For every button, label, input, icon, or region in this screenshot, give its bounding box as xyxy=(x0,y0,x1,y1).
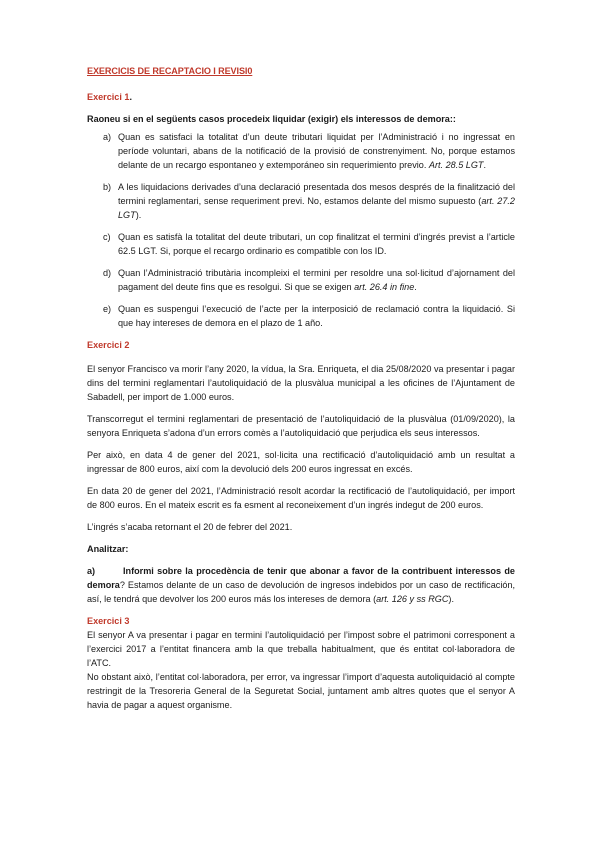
exercise-1-list xyxy=(87,130,515,330)
item-marker: d) xyxy=(103,268,112,278)
list-item xyxy=(87,180,515,222)
exercise-1-prompt: Raoneu si en el següents casos procedeix liquidar (exigir) els interessos de demora:: xyxy=(87,114,456,124)
item-after: . xyxy=(483,160,487,170)
exercise-2-paragraph-5: L’ingrés s’acaba retornant el 20 de febrer del 2021. xyxy=(87,522,293,532)
exercise-3-paragraph-1: El senyor A va presentar i pagar en termini l’autoliquidació per l’impost sobre el patrimoni corresponent a l’exercici 2017 a l’entitat financera amb la que treballa habitualment, que és entitat col·laboradora de l’ATC. xyxy=(87,630,515,668)
question-marker: a) xyxy=(87,566,96,576)
exercise-2-paragraph-4: En data 20 de gener del 2021, l’Administració resolt acordar la rectificació de l’autoliquidació, per import de 800 euros. En el mateix escrit es fa esment al reconeixement d’un ingrés indegut de 200 euros. xyxy=(87,486,515,510)
item-after: . xyxy=(414,282,417,292)
item-marker: b) xyxy=(103,182,112,192)
analyze-label: Analitzar: xyxy=(87,544,129,554)
question-after: ). xyxy=(448,594,454,604)
exercise-2-paragraph-3: Per això, en data 4 de gener del 2021, sol·licita una rectificació d’autoliquidació amb un resultat a ingressar de 800 euros, així com la devolució dels 200 euros ingressat en excés. xyxy=(87,450,515,474)
list-item xyxy=(87,230,515,258)
exercise-1-heading xyxy=(87,90,515,104)
item-legal-ref: art. 26.4 in fine xyxy=(354,282,415,292)
item-legal-ref: Art. 28.5 LGT xyxy=(428,160,484,170)
item-legal-ref: art. 27.2 LGT xyxy=(118,196,515,220)
question-legal-ref: art. 126 y ss RGC xyxy=(376,594,449,604)
exercise-1-label-tail: . xyxy=(129,92,133,102)
exercise-2-question xyxy=(87,564,515,606)
question-answer-text: ? Estamos delante de un caso de devolución de ingresos indebidos por un caso de rectificación, así, le tendrá que devolver los 200 euros más los intereses de demora ( xyxy=(87,580,515,604)
exercise-3-paragraph-2: No obstant això, l’entitat col·laboradora, per error, va ingressar l’import d’aquesta autoliquidació al compte restringit de la Tresoreria General de la Seguretat Social, juntament amb altres quotes que el senyor A havia de pagar a aquest organisme. xyxy=(87,672,515,710)
item-marker: c) xyxy=(103,232,111,242)
exercise-2-heading: Exercici 2 xyxy=(87,340,130,350)
item-text: Quan es suspengui l’execució de l’acte per la interposició de reclamació contra la liquidació. Si que hay intereses de demora en el plazo de 1 año. xyxy=(118,304,515,328)
item-text: Quan es satisfà la totalitat del deute tributari, un cop finalitzat el termini d’ingrés previst a l’article 62.5 LGT. Si, porque el recargo ordinario es compatible con los ID. xyxy=(118,232,515,256)
list-item xyxy=(87,130,515,172)
question-bold-text: Informi sobre la procedència de tenir que abonar a favor de la contribuent interessos de demora xyxy=(87,566,515,590)
exercise-2-paragraph-1: El senyor Francisco va morir l’any 2020, la vídua, la Sra. Enriqueta, el dia 25/08/2020 va presentar i pagar dins del termini reglamentari l’autoliquidació de la plusvàlua municipal a les oficines de l’Ajuntament de Sabadell, per import de 1.000 euros. xyxy=(87,364,515,402)
item-marker: a) xyxy=(103,132,112,142)
document-page xyxy=(87,64,515,712)
list-item xyxy=(87,302,515,330)
item-marker: e) xyxy=(103,304,112,314)
item-after: ). xyxy=(135,210,142,220)
item-text: Quan es satisfaci la totalitat d’un deute tributari liquidat per l’Administració i no ingressat en període voluntari, abans de la notificació de la provisió de constrenyiment. No, porque estamos delante de un recargo espontaneo y extemporáneo sin requerimiento previo. xyxy=(118,132,515,170)
item-text: Quan l’Administració tributària incompleixi el termini per resoldre una sol·licitud d’ajornament del pagament del deute fins que es resolgui. Si que se exigen xyxy=(118,268,515,292)
exercise-1-label: Exercici 1 xyxy=(87,92,130,102)
item-text: A les liquidacions derivades d’una declaració presentada dos mesos després de la finalització del termini reglamentari, sense requeriment previ. No, estamos delante del mismo supuesto ( xyxy=(118,182,515,206)
exercise-2-paragraph-2: Transcorregut el termini reglamentari de presentació de l’autoliquidació de la plusvàlua (01/09/2020), la senyora Enriqueta s’adona d’un errors comès a l’autoliquidació que perjudica els seus interessos. xyxy=(87,414,515,438)
document-title: EXERCICIS DE RECAPTACIO I REVISI0 xyxy=(87,66,253,76)
exercise-3-heading: Exercici 3 xyxy=(87,616,130,626)
list-item xyxy=(87,266,515,294)
